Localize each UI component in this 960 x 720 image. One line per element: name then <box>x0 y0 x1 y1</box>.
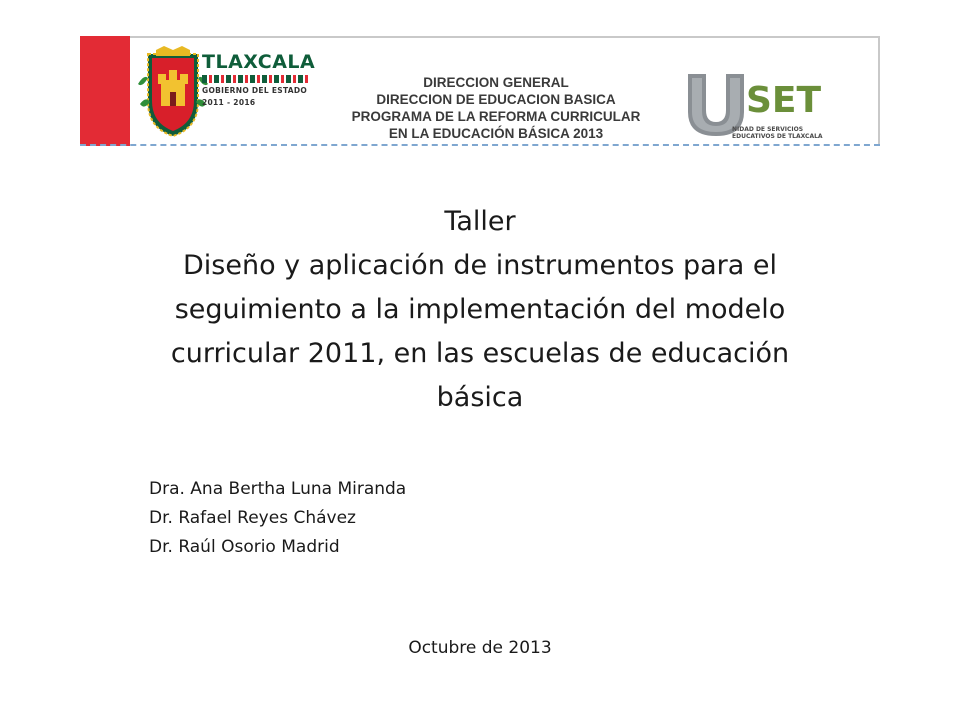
header-banner <box>80 36 880 146</box>
uset-subtitle-line: NIDAD DE SERVICIOS <box>732 126 804 133</box>
banner-dashed-divider <box>80 144 880 146</box>
uset-subtitle-line: EDUCATIVOS DE TLAXCALA <box>732 133 823 140</box>
svg-text:SET: SET <box>746 80 822 121</box>
banner-top-border <box>80 36 880 38</box>
title-line: básica <box>436 382 524 413</box>
author-name: Dr. Raúl Osorio Madrid <box>149 537 340 557</box>
title-line: curricular 2011, en las escuelas de educación <box>170 338 790 369</box>
title-line: Diseño y aplicación de instrumentos para el <box>183 250 777 281</box>
uset-subtitle <box>732 126 823 140</box>
banner-title-line: DIRECCION DE EDUCACION BASICA <box>376 92 616 107</box>
title-line: Taller <box>444 206 516 237</box>
authors-list <box>149 475 406 562</box>
banner-titles <box>316 74 676 142</box>
banner-right-border <box>878 36 880 146</box>
banner-red-bar <box>80 36 130 146</box>
author-name: Dr. Rafael Reyes Chávez <box>149 508 356 528</box>
author-name: Dra. Ana Bertha Luna Miranda <box>149 479 407 499</box>
decorative-pattern <box>202 75 308 83</box>
banner-title-line: DIRECCION GENERAL <box>423 75 569 90</box>
state-name: TLAXCALA <box>202 51 316 73</box>
banner-title-line: PROGRAMA DE LA REFORMA CURRICULAR <box>351 109 641 124</box>
presentation-title <box>130 200 830 420</box>
presentation-date: Octubre de 2013 <box>408 638 552 658</box>
government-label: GOBIERNO DEL ESTADO <box>202 86 308 95</box>
banner-title-line: EN LA EDUCACIÓN BÁSICA 2013 <box>388 126 604 141</box>
title-line: seguimiento a la implementación del modelo <box>174 294 786 325</box>
state-government-wordmark <box>202 51 316 107</box>
government-period: 2011 - 2016 <box>202 98 256 107</box>
